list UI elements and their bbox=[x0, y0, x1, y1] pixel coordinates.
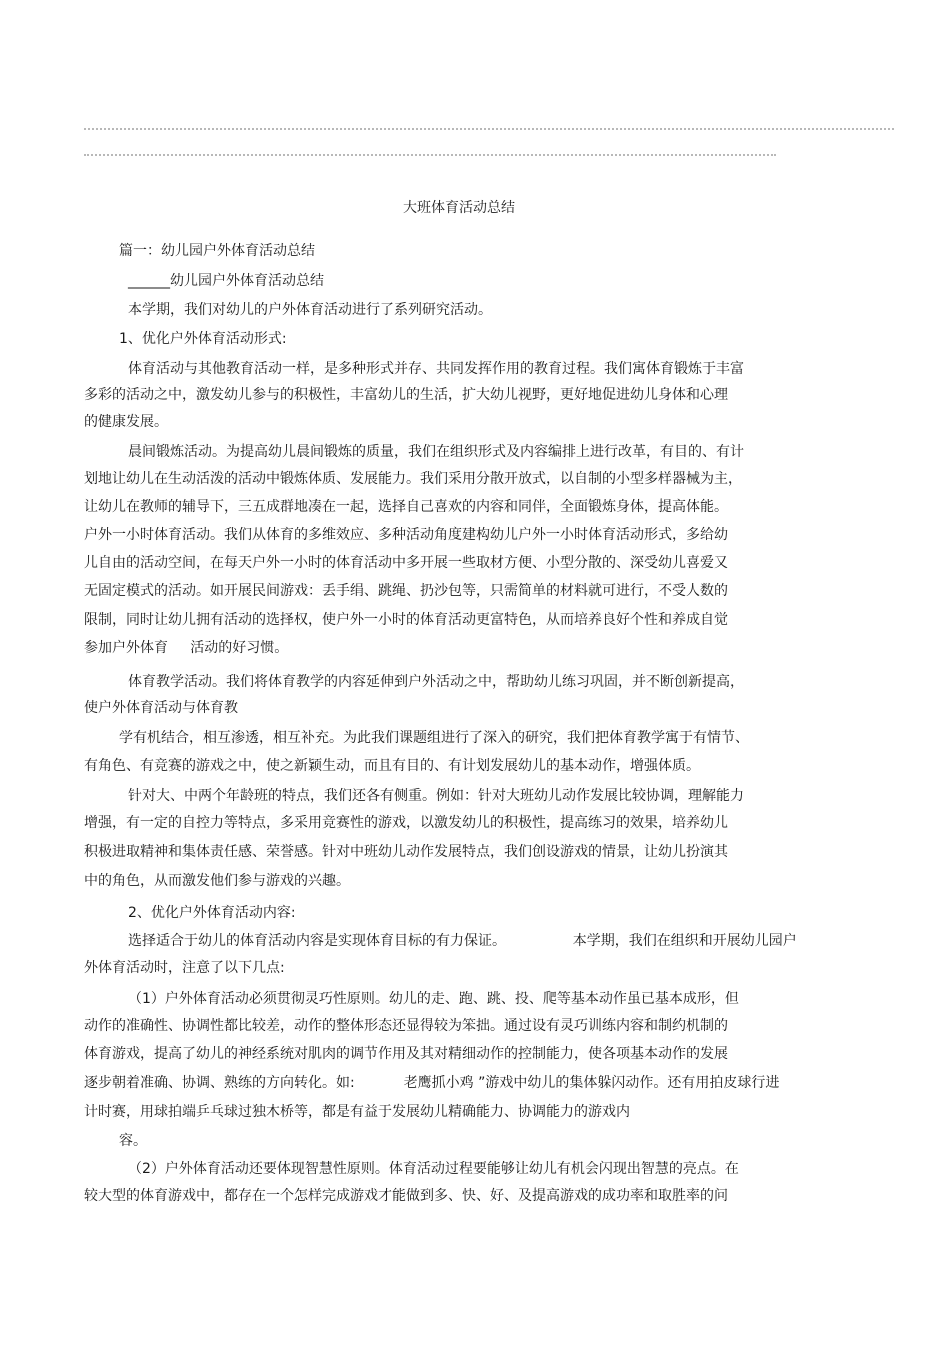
paragraph-line: 选择适合于幼儿的体育活动内容是实现体育目标的有力保证。 本学期，我们在组织和开展幼儿园户 bbox=[128, 933, 797, 949]
paragraph-line: 的健康发展。 bbox=[84, 414, 168, 430]
header-dotted-rule bbox=[84, 128, 894, 130]
paragraph-line: （2）户外体育活动还要体现智慧性原则。体育活动过程要能够让幼儿有机会闪现出智慧的亮点。在 bbox=[128, 1161, 739, 1177]
section-heading: 篇一：幼儿园户外体育活动总结 bbox=[119, 243, 315, 259]
paragraph-line: 户外一小时体育活动。我们从体育的多维效应、多种活动角度建构幼儿户外一小时体育活动形式，多给幼 bbox=[84, 527, 728, 543]
paragraph-line: 使户外体育活动与体育教 bbox=[84, 700, 238, 716]
paragraph-line: 容。 bbox=[119, 1133, 147, 1149]
paragraph-line: 儿自由的活动空间，在每天户外一小时的体育活动中多开展一些取材方便、小型分散的、深受幼儿喜爱又 bbox=[84, 555, 728, 571]
paragraph-line: 较大型的体育游戏中，都存在一个怎样完成游戏才能做到多、快、好、及提高游戏的成功率和取胜率的问 bbox=[84, 1188, 728, 1204]
subtitle-line: ______幼儿园户外体育活动总结 bbox=[128, 273, 324, 289]
document-title: 大班体育活动总结 bbox=[403, 200, 515, 216]
paragraph-line: 学有机结合，相互渗透，相互补充。为此我们课题组进行了深入的研究，我们把体育教学寓于有情节、 bbox=[119, 730, 749, 746]
paragraph-line: 参加户外体育 活动的好习惯。 bbox=[84, 640, 289, 656]
paragraph-line: 多彩的活动之中，激发幼儿参与的积极性，丰富幼儿的生活，扩大幼儿视野，更好地促进幼儿身体和心理 bbox=[84, 387, 728, 403]
paragraph-line: 中的角色，从而激发他们参与游戏的兴趣。 bbox=[84, 873, 350, 889]
header-dotted-rule bbox=[84, 154, 776, 156]
paragraph-line: 体育活动与其他教育活动一样，是多种形式并存、共同发挥作用的教育过程。我们寓体育锻炼于丰富 bbox=[128, 361, 744, 377]
paragraph-line: （1）户外体育活动必须贯彻灵巧性原则。幼儿的走、跑、跳、投、爬等基本动作虽已基本成形，但 bbox=[128, 991, 739, 1007]
paragraph-line: 无固定模式的活动。如开展民间游戏：丢手绢、跳绳、扔沙包等，只需简单的材料就可进行，不受人数的 bbox=[84, 583, 728, 599]
paragraph-line: 体育教学活动。我们将体育教学的内容延伸到户外活动之中，帮助幼儿练习巩固，并不断创新提高， bbox=[128, 674, 744, 690]
paragraph-line: 针对大、中两个年龄班的特点，我们还各有侧重。例如：针对大班幼儿动作发展比较协调，理解能力 bbox=[128, 788, 744, 804]
subheading-line: 1、优化户外体育活动形式: bbox=[119, 331, 287, 347]
paragraph-line: 限制，同时让幼儿拥有活动的选择权，使户外一小时的体育活动更富特色，从而培养良好个性和养成自觉 bbox=[84, 612, 728, 628]
paragraph-line: 体育游戏，提高了幼儿的神经系统对肌肉的调节作用及其对精细动作的控制能力，使各项基本动作的发展 bbox=[84, 1046, 728, 1062]
paragraph-line: 计时赛，用球拍端乒乓球过独木桥等，都是有益于发展幼儿精确能力、协调能力的游戏内 bbox=[84, 1104, 630, 1120]
paragraph-line: 有角色、有竞赛的游戏之中，使之新颖生动，而且有目的、有计划发展幼儿的基本动作，增强体质。 bbox=[84, 758, 700, 774]
paragraph-line: 积极进取精神和集体责任感、荣誉感。针对中班幼儿动作发展特点，我们创设游戏的情景，让幼儿扮演其 bbox=[84, 844, 728, 860]
paragraph-line: 晨间锻炼活动。为提高幼儿晨间锻炼的质量，我们在组织形式及内容编排上进行改革，有目的、有计 bbox=[128, 444, 744, 460]
paragraph-line: 逐步朝着准确、协调、熟练的方向转化。如: 老鹰抓小鸡 ”游戏中幼儿的集体躲闪动作。还有用拍皮球行进 bbox=[84, 1075, 780, 1091]
paragraph-line: 外体育活动时，注意了以下几点: bbox=[84, 960, 285, 976]
paragraph-line: 让幼儿在教师的辅导下，三五成群地凑在一起，选择自己喜欢的内容和同伴，全面锻炼身体，提高体能。 bbox=[84, 499, 728, 515]
paragraph-line: 划地让幼儿在生动活泼的活动中锻炼体质、发展能力。我们采用分散开放式，以自制的小型多样器械为主， bbox=[84, 471, 742, 487]
subheading-line: 2、优化户外体育活动内容: bbox=[128, 905, 296, 921]
paragraph-line: 动作的准确性、协调性都比较差，动作的整体形态还显得较为笨拙。通过设有灵巧训练内容和制约机制的 bbox=[84, 1018, 728, 1034]
paragraph-line: 本学期，我们对幼儿的户外体育活动进行了系列研究活动。 bbox=[128, 302, 492, 318]
paragraph-line: 增强，有一定的自控力等特点，多采用竞赛性的游戏，以激发幼儿的积极性，提高练习的效果，培养幼儿 bbox=[84, 815, 728, 831]
